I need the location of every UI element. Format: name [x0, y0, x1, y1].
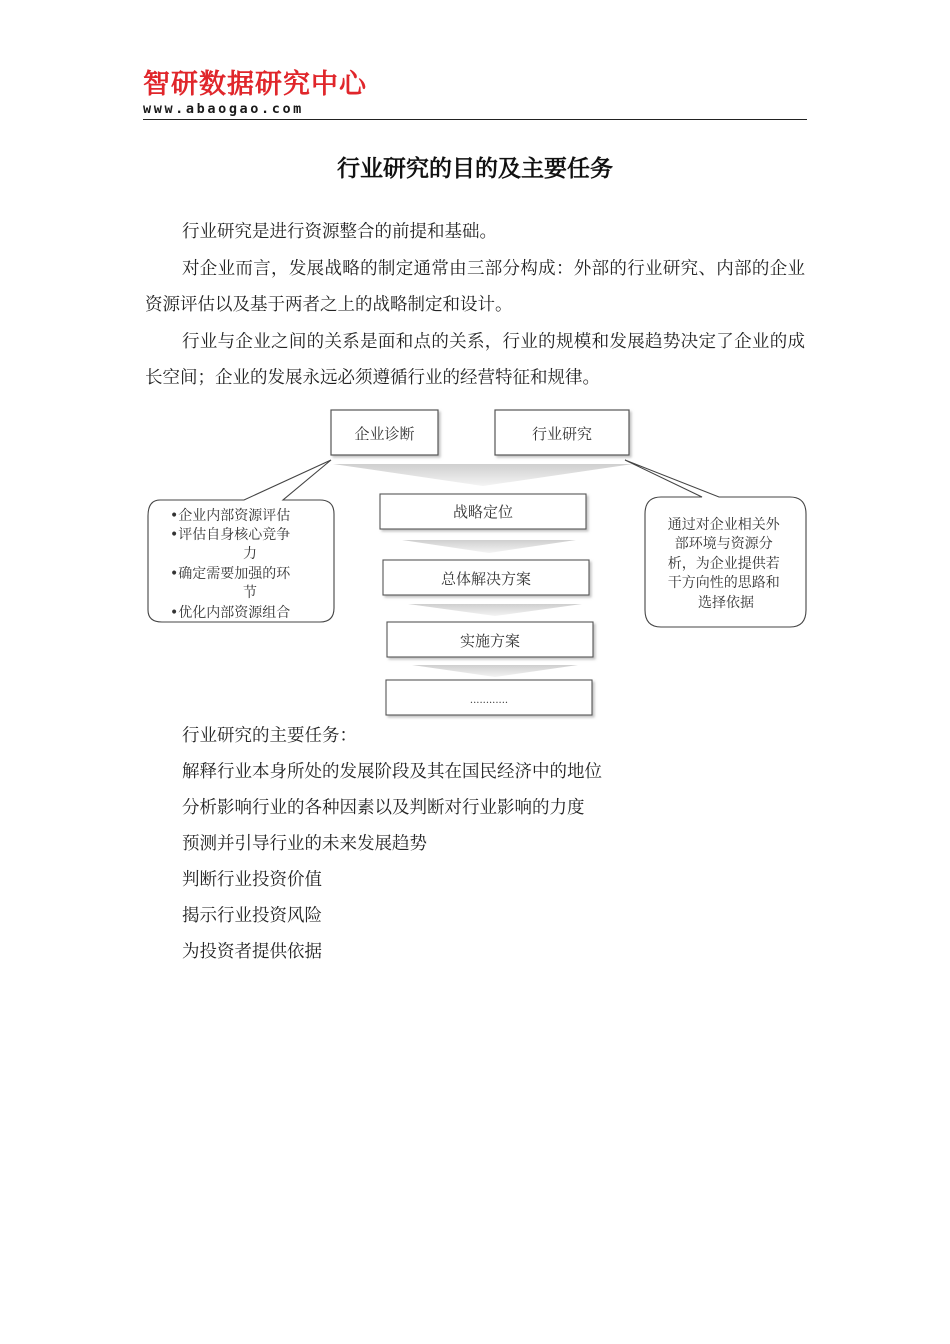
strategy-diagram	[140, 402, 812, 720]
logo-text: 智研数据研究中心	[143, 69, 367, 100]
top-left-box-label: 企业诊断	[354, 425, 415, 443]
list-item: 为投资者提供依据	[182, 942, 322, 962]
down-arrow	[412, 665, 578, 677]
page-title: 行业研究的目的及主要任务	[337, 155, 613, 182]
tasks-section	[182, 718, 602, 970]
flow-step-label: ............	[469, 695, 509, 706]
top-right-box-label: 行业研究	[531, 425, 593, 443]
left-bubble-text: •企业内部资源评估 •评估自身核心竞争 力 •确定需要加强的环 节 •优化内部资源组合	[170, 508, 291, 621]
list-item: 揭示行业投资风险	[182, 906, 322, 926]
header-divider	[143, 119, 807, 120]
right-bubble-text: 通过对企业相关外 部环境与资源分 析，为企业提供若 干方向性的思路和 选择依据	[667, 517, 780, 611]
flow-step-label: 战略定位	[452, 503, 514, 521]
paragraph: 行业与企业之间的关系是面和点的关系，行业的规模和发展趋势决定了企业的成长空间；企业的发展永远必须遵循行业的经营特征和规律。	[145, 331, 805, 388]
logo	[143, 70, 373, 117]
flow-step-label: 实施方案	[459, 632, 521, 650]
down-arrow	[402, 540, 576, 553]
flow-step-label: 总体解决方案	[440, 570, 532, 588]
intro-text	[145, 214, 805, 397]
funnel-arrow	[333, 464, 633, 486]
list-item: 分析影响行业的各种因素以及判断对行业影响的力度	[182, 798, 585, 818]
list-item: 解释行业本身所处的发展阶段及其在国民经济中的地位	[182, 762, 602, 782]
list-item: 判断行业投资价值	[182, 870, 322, 890]
down-arrow	[408, 604, 582, 616]
tasks-heading: 行业研究的主要任务：	[182, 726, 357, 746]
paragraph: 行业研究是进行资源整合的前提和基础。	[182, 222, 497, 242]
list-item: 预测并引导行业的未来发展趋势	[182, 834, 427, 854]
paragraph: 对企业而言，发展战略的制定通常由三部分构成：外部的行业研究、内部的企业资源评估以及基于两者之上的战略制定和设计。	[145, 258, 805, 315]
logo-url: www.abaogao.com	[143, 101, 304, 117]
